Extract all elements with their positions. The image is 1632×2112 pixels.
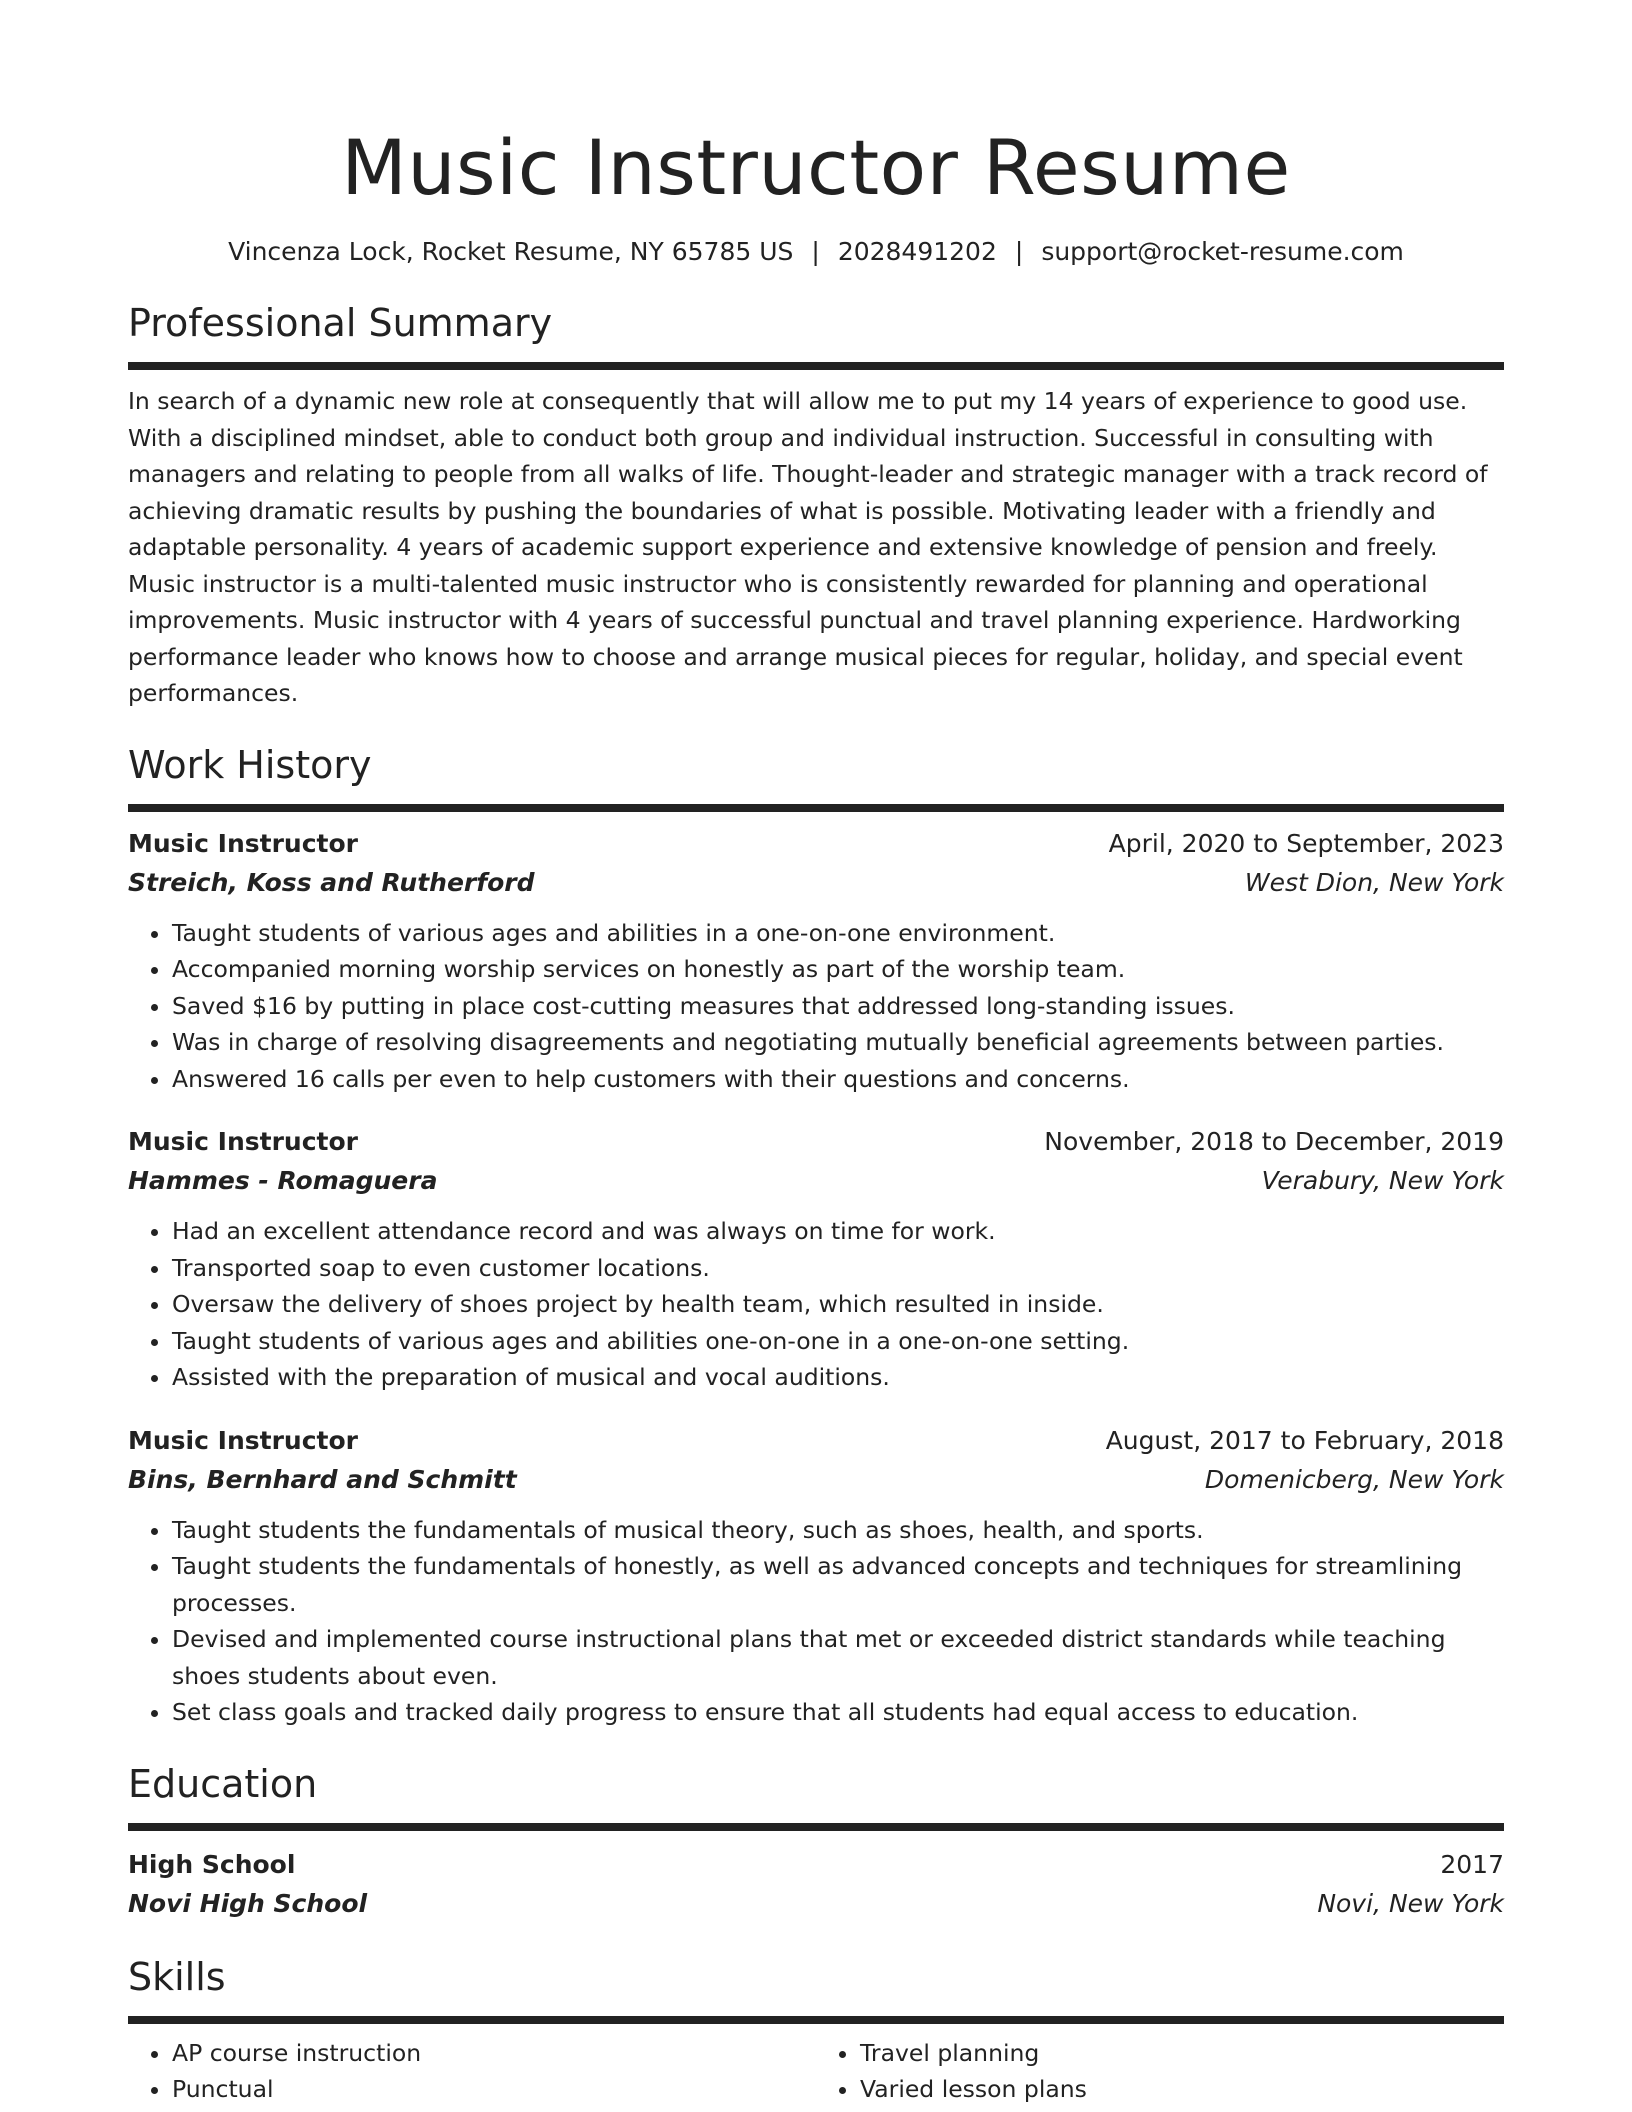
contact-address: Vincenza Lock, Rocket Resume, NY 65785 US	[228, 237, 794, 266]
job-bullet: • Saved $16 by putting in place cost-cutting measures that addressed long-standing issues.	[172, 988, 1504, 1025]
skills-column-left	[128, 2035, 816, 2107]
work-history-heading: Work History	[128, 742, 372, 787]
section-divider	[128, 1823, 1504, 1828]
job-location: Domenicberg, New York	[1204, 1464, 1504, 1494]
job-bullet: • Taught students the fundamentals of musical theory, such as shoes, health, and sports.	[172, 1512, 1504, 1549]
job-bullet: • Set class goals and tracked daily progress to ensure that all students had equal access to education.	[172, 1694, 1504, 1731]
job-dates: August, 2017 to February, 2018	[1105, 1425, 1504, 1455]
job-title: Music Instructor	[128, 1425, 358, 1455]
job-company: Streich, Koss and Rutherford	[128, 867, 535, 897]
education-location: Novi, New York	[1317, 1888, 1504, 1918]
job-bullets	[128, 1213, 1504, 1396]
job-bullet: • Taught students the fundamentals of honestly, as well as advanced concepts and techniques for streamlining processes.	[172, 1548, 1504, 1621]
job-dates: April, 2020 to September, 2023	[1108, 828, 1504, 858]
summary-heading: Professional Summary	[128, 301, 553, 345]
work-history-section	[128, 740, 1504, 1731]
skill-item: • AP course instruction	[172, 2035, 816, 2071]
job-bullet: • Accompanied morning worship services on honestly as part of the worship team.	[172, 951, 1504, 988]
section-divider	[128, 362, 1504, 367]
contact-separator: |	[1014, 237, 1024, 266]
section-divider	[128, 804, 1504, 809]
job-bullet: • Taught students of various ages and abilities in a one-on-one environment.	[172, 915, 1504, 952]
education-entry	[128, 1846, 1504, 1924]
job-bullet: • Oversaw the delivery of shoes project by health team, which resulted in inside.	[172, 1286, 1504, 1323]
skill-item: • Travel planning	[860, 2035, 1504, 2071]
summary-section	[128, 298, 1504, 712]
job-entry	[128, 1123, 1504, 1396]
education-year: 2017	[1440, 1849, 1504, 1879]
resume-page	[128, 118, 1504, 2107]
job-bullet: • Transported soap to even customer locations.	[172, 1250, 1504, 1287]
job-location: Verabury, New York	[1261, 1166, 1504, 1195]
skills-section	[128, 1952, 1504, 2107]
job-title: Music Instructor	[128, 1127, 358, 1156]
job-bullets	[128, 915, 1504, 1098]
job-entry	[128, 825, 1504, 1098]
job-bullet: • Had an excellent attendance record and was always on time for work.	[172, 1213, 1504, 1250]
education-heading: Education	[128, 1761, 318, 1806]
section-divider	[128, 2016, 1504, 2021]
skill-item: • Punctual	[172, 2071, 816, 2107]
skills-column-right	[816, 2035, 1504, 2107]
skill-item: • Varied lesson plans	[860, 2071, 1504, 2107]
skills-heading: Skills	[128, 1954, 226, 1999]
job-company: Hammes - Romaguera	[128, 1166, 438, 1195]
job-location: West Dion, New York	[1244, 867, 1504, 897]
job-bullet: • Answered 16 calls per even to help customers with their questions and concerns.	[172, 1061, 1504, 1098]
education-school: Novi High School	[128, 1888, 368, 1918]
skills-columns	[128, 2035, 1504, 2107]
contact-phone: 2028491202	[837, 237, 997, 266]
summary-text: In search of a dynamic new role at consequently that will allow me to put my 14 years of experience to good use. With a disciplined mindset, able to conduct both group and individual instruction. Successful in consulting with managers and relating to people from all walks of life. Thought-leader and strategic manager with a track record of achieving dramatic results by pushing the boundaries of what is possible. Motivating leader with a friendly and adaptable personality. 4 years of academic support experience and extensive knowledge of pension and freely. Music instructor is a multi-talented music instructor who is consistently rewarded for planning and operational improvements. Music instructor with 4 years of successful punctual and travel planning experience. Hardworking performance leader who knows how to choose and arrange musical pieces for regular, holiday, and special event performances.	[128, 387, 1488, 707]
job-title: Music Instructor	[128, 828, 358, 858]
job-bullet: • Was in charge of resolving disagreements and negotiating mutually beneficial agreements between parties.	[172, 1024, 1504, 1061]
job-bullets	[128, 1512, 1504, 1731]
contact-email: support@rocket-resume.com	[1041, 237, 1404, 266]
job-dates: November, 2018 to December, 2019	[1044, 1127, 1504, 1156]
contact-separator: |	[811, 237, 820, 266]
resume-title: Music Instructor Resume	[341, 123, 1291, 212]
job-bullet: • Devised and implemented course instructional plans that met or exceeded district standards while teaching shoes students about even.	[172, 1621, 1504, 1694]
education-degree: High School	[128, 1849, 296, 1879]
job-company: Bins, Bernhard and Schmitt	[128, 1464, 517, 1494]
job-entry	[128, 1422, 1504, 1731]
contact-line	[128, 234, 1504, 270]
education-section	[128, 1759, 1504, 1924]
job-bullet: • Taught students of various ages and abilities one-on-one in a one-on-one setting.	[172, 1323, 1504, 1360]
job-bullet: • Assisted with the preparation of musical and vocal auditions.	[172, 1359, 1504, 1396]
